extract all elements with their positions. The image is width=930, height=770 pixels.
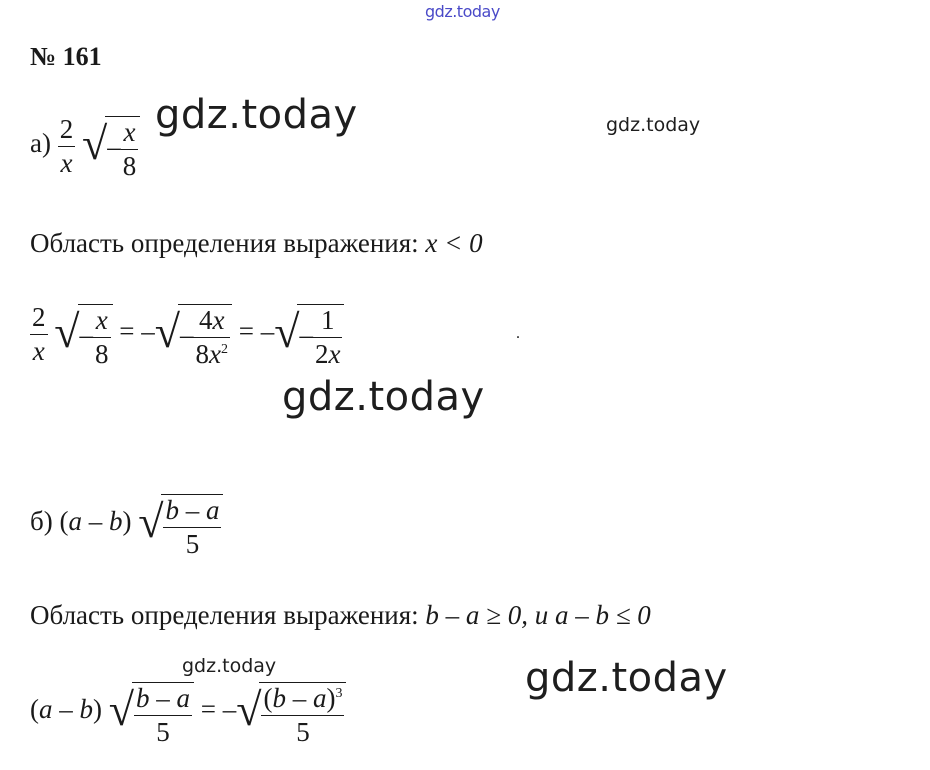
- watermark-5: gdz.today: [525, 655, 728, 701]
- part-b-domain: [30, 600, 651, 631]
- stray-dot: .: [516, 325, 520, 342]
- watermark-3: gdz.today: [282, 374, 485, 420]
- part-a-transformation: $\frac{2}{x}$ √– $\frac{x}{8}$ = –√– $\frac{4x}{8x^2}$ = –√– $\frac{1}{2x}$: [30, 300, 344, 368]
- watermark-1: gdz.today: [155, 92, 358, 138]
- part-b-expression: б) (a – b) √ $\frac{b - a}{5}$: [30, 490, 223, 558]
- fraction-2-over-x: $\frac{2}{x}$: [59, 113, 74, 178]
- domain-condition-b: b – a ≥ 0, и a – b ≤ 0: [425, 600, 651, 630]
- sqrt-minus-x-over-8: √– $\frac{x}{8}$: [82, 112, 140, 180]
- part-a-label: а): [30, 128, 51, 159]
- problem-number: № 161: [30, 42, 102, 71]
- part-a-expression: [30, 112, 140, 180]
- domain-condition: x < 0: [425, 228, 483, 258]
- part-b-transformation: (a – b) √ $\frac{b - a}{5}$ = –√ $\frac{(b - a)^3}{5}$: [30, 678, 346, 746]
- domain-label-b: Область определения выражения:: [30, 600, 419, 630]
- watermark-4: gdz.today: [182, 655, 277, 677]
- part-a-domain: [30, 228, 483, 259]
- watermark-2: gdz.today: [606, 114, 701, 136]
- domain-label: Область определения выражения:: [30, 228, 419, 258]
- part-b-label: б): [30, 506, 53, 537]
- watermark-top: gdz.today: [425, 2, 500, 21]
